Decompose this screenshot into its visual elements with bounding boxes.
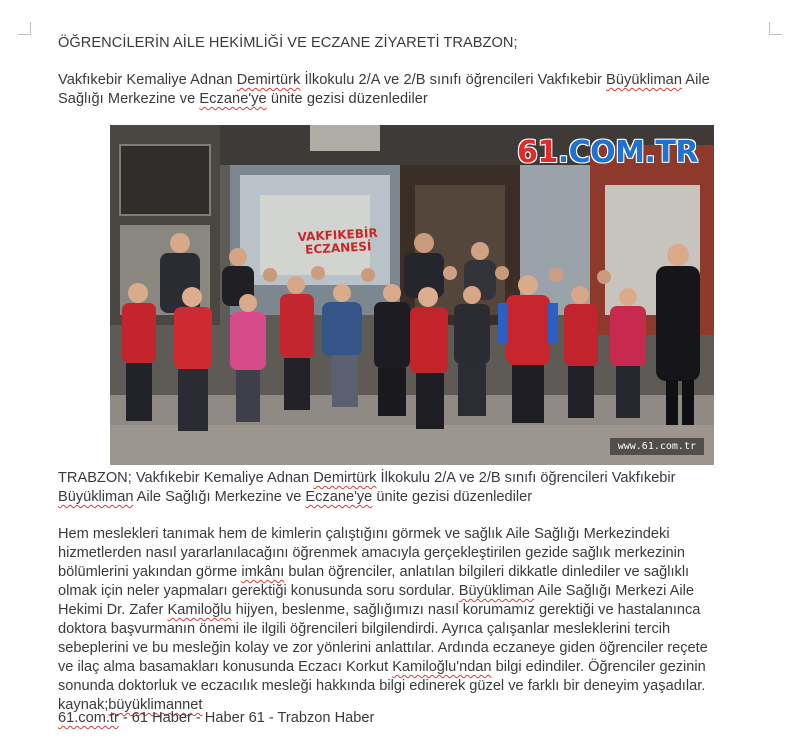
body-text: bölümlerini yakından görme xyxy=(58,564,242,580)
spellcheck-word[interactable]: Eczane'ye xyxy=(199,91,267,107)
footer-line xyxy=(58,709,374,728)
intro-text: Sağlığı Merkezine ve xyxy=(58,91,200,107)
body-line xyxy=(58,563,770,582)
body-line: sonunda doktorluk ve eczacılık mesleği hakkında bilgi edinerek güzel ve farklı bir deneyim yaşadılar. xyxy=(58,678,706,694)
spellcheck-word[interactable]: Kamiloğlu'ndan xyxy=(392,659,492,675)
crop-mark-top-right xyxy=(769,22,782,35)
body-text: Aile Sağlığı Merkezi Aile xyxy=(534,583,694,599)
spellcheck-word[interactable]: Büyükliman xyxy=(458,583,535,599)
body-line: sebeplerini ve bu mesleğin kolay ve zor yönlerini anlattılar. Ardında eczaneye giden öğrenciler reçete xyxy=(58,640,708,656)
site-logo xyxy=(517,135,698,170)
logo-number: 61 xyxy=(517,135,558,170)
caption-line xyxy=(58,469,758,488)
body-text: hijyen, beslenme, sağlığımızı nasıl korumamız gerektiği ve hastalanınca xyxy=(231,602,701,618)
intro-text: Aile xyxy=(681,72,710,88)
spellcheck-word[interactable]: Büyükliman xyxy=(606,72,682,88)
body-text: olmak için neler yapmaları gerektiği konusunda soru sordular. xyxy=(58,583,459,599)
body-text: Hekimi Dr. Zafer xyxy=(58,602,168,618)
spellcheck-word[interactable]: büyüklimannet xyxy=(108,697,203,713)
document-heading: ÖĞRENCİLERİN AİLE HEKİMLİĞİ VE ECZANE ZİYARETİ TRABZON; xyxy=(58,35,518,51)
body-line: doktora başvurmanın önemi ile ilgili öğrencileri bilgilendirdi. Ayrıca çalışanlar mesleklerini tercih xyxy=(58,621,671,637)
body-text: ve ilaç alma basamakları konusunda Eczacı Korkut xyxy=(58,659,393,675)
spellcheck-word[interactable]: 61.com.tr xyxy=(58,710,119,726)
document-header-block xyxy=(58,34,770,109)
source-label: kaynak; xyxy=(58,697,109,713)
intro-paragraph xyxy=(58,71,770,109)
spellcheck-word[interactable]: Demirtürk xyxy=(313,470,377,486)
body-line xyxy=(58,658,770,677)
crop-mark-top-left xyxy=(18,22,31,35)
body-line xyxy=(58,582,770,601)
spellcheck-word[interactable]: imkânı xyxy=(241,564,285,580)
logo-domain: .COM.TR xyxy=(557,135,698,170)
caption-text: Aile Sağlığı Merkezine ve xyxy=(133,489,306,505)
spellcheck-word[interactable]: Demirtürk xyxy=(236,72,301,88)
caption-text: TRABZON; Vakfıkebir Kemaliye Adnan xyxy=(58,470,314,486)
caption-text: İlkokulu 2/A ve 2/B sınıfı öğrencileri Vakfıkebir xyxy=(376,470,676,486)
photo-watermark: www.61.com.tr xyxy=(610,438,704,455)
spellcheck-word[interactable]: Kamiloğlu xyxy=(167,602,232,618)
intro-text: İlkokulu 2/A ve 2/B sınıfı öğrencileri Vakfıkebir xyxy=(300,72,607,88)
news-photo[interactable] xyxy=(110,125,714,465)
body-line xyxy=(58,601,770,620)
photo-scene xyxy=(110,125,714,465)
intro-text: Vakfıkebir Kemaliye Adnan xyxy=(58,72,237,88)
pharmacy-sign-line2: ECZANESİ xyxy=(304,239,372,257)
intro-text: ünite gezisi düzenlediler xyxy=(266,91,428,107)
body-paragraph xyxy=(58,525,770,715)
spellcheck-word[interactable]: Büyükliman xyxy=(58,489,134,505)
body-line: hizmetlerden nasıl yararlanılacağını öğrenmek amacıyla gerçekleştirilen gezide sağlık merkezinin xyxy=(58,545,686,561)
caption-text: ünite gezisi düzenlediler xyxy=(372,489,533,505)
caption-line xyxy=(58,488,758,507)
body-line: Hem meslekleri tanımak hem de kimlerin çalıştığını görmek ve sağlık Aile Sağlığı Merkezindeki xyxy=(58,526,670,542)
pharmacy-sign-line1: VAKFIKEBİR xyxy=(297,225,378,245)
photo-caption xyxy=(58,469,758,507)
body-text: bulan öğrenciler, anlatılan bilgileri dikkatle dinlediler ve sağlıklı xyxy=(284,564,690,580)
body-text: bilgi edindiler. Öğrenciler gezinin xyxy=(491,659,706,675)
footer-text: - 61 Haber - Haber 61 - Trabzon Haber xyxy=(118,710,375,726)
spellcheck-word[interactable]: Eczane'ye xyxy=(305,489,373,505)
